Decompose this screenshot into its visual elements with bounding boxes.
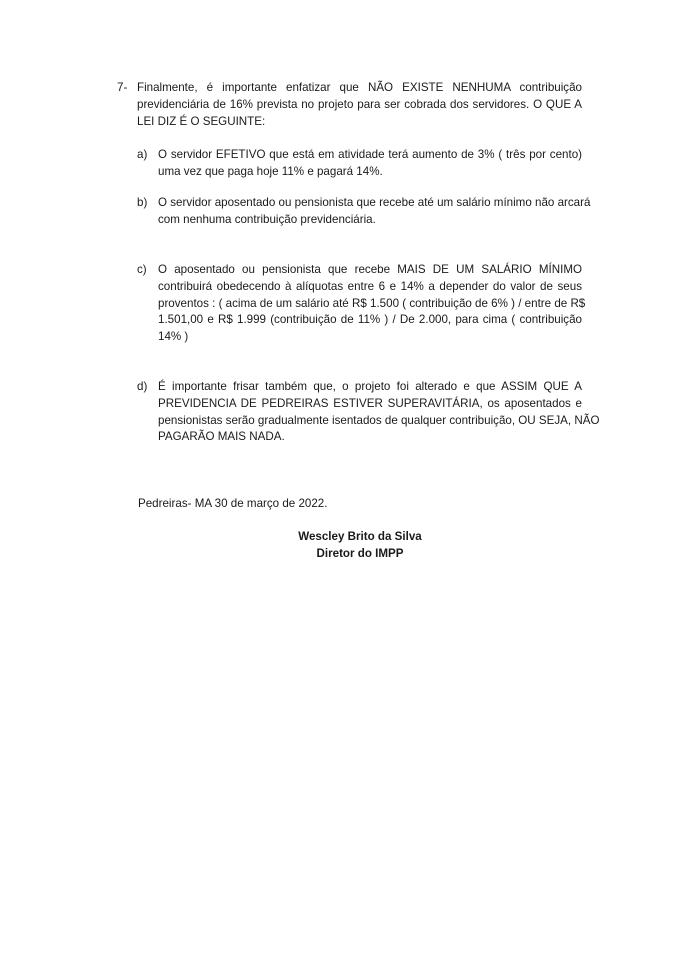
sub-item-d-line: PREVIDENCIA DE PEDREIRAS ESTIVER SUPERAVITÁRIA, os aposentados e (158, 396, 582, 410)
date-line: Pedreiras- MA 30 de março de 2022. (138, 497, 328, 510)
sub-item-c-text (158, 262, 586, 346)
sub-item-a (137, 147, 582, 181)
sub-item-c-line: 14% ) (158, 330, 189, 344)
item-7-number: 7- (117, 81, 128, 94)
sub-item-d-text (158, 379, 600, 446)
sub-item-a-line: O servidor EFETIVO que está em atividade terá aumento de 3% ( três por cento) (158, 148, 582, 161)
sub-item-a-line: uma vez que paga hoje 11% e pagará 14%. (158, 164, 383, 178)
sub-item-b-letter: b) (137, 196, 148, 209)
item-7-text (137, 80, 582, 130)
item-7 (117, 80, 582, 130)
item-7-line: LEI DIZ É O SEGUINTE: (137, 114, 266, 128)
sub-item-a-letter: a) (137, 148, 148, 161)
sub-item-b-text (158, 195, 591, 229)
sub-item-a-text (158, 147, 582, 181)
item-7-line: previdenciária de 16% prevista no projeto para ser cobrada dos servidores. O QUE A (137, 97, 582, 111)
sub-item-d (137, 379, 600, 446)
sub-item-c-line: 1.501,00 e R$ 1.999 (contribuição de 11% ) / De 2.000, para cima ( contribuição (158, 313, 582, 327)
item-7-line: Finalmente, é importante enfatizar que NÃO EXISTE NENHUMA contribuição (137, 81, 582, 94)
sub-item-c-line: contribuirá obedecendo à alíquotas entre 6 e 14% a depender do valor de seus (158, 279, 582, 293)
sub-item-c-line: O aposentado ou pensionista que recebe MAIS DE UM SALÁRIO MÍNIMO (158, 263, 582, 276)
sub-item-d-line: pensionistas serão gradualmente isentados de qualquer contribuição, OU SEJA, NÃO (158, 413, 600, 427)
sub-item-b (137, 195, 591, 229)
sub-item-b-line: O servidor aposentado ou pensionista que recebe até um salário mínimo não arcará (158, 196, 591, 209)
sub-item-d-letter: d) (137, 380, 148, 393)
sub-item-d-line: PAGARÃO MAIS NADA. (158, 430, 285, 444)
sub-item-c-letter: c) (137, 263, 147, 276)
signature-title: Diretor do IMPP (316, 547, 404, 560)
sub-item-c-line: proventos : ( acima de um salário até R$ 1.500 ( contribuição de 6% ) / entre de R$ (158, 296, 586, 310)
signature-block (230, 528, 490, 562)
signature-name: Wescley Brito da Silva (298, 530, 422, 543)
sub-item-b-line: com nenhuma contribuição previdenciária. (158, 212, 376, 226)
sub-item-c (137, 262, 586, 346)
sub-item-d-line: É importante frisar também que, o projeto foi alterado e que ASSIM QUE A (158, 380, 582, 393)
